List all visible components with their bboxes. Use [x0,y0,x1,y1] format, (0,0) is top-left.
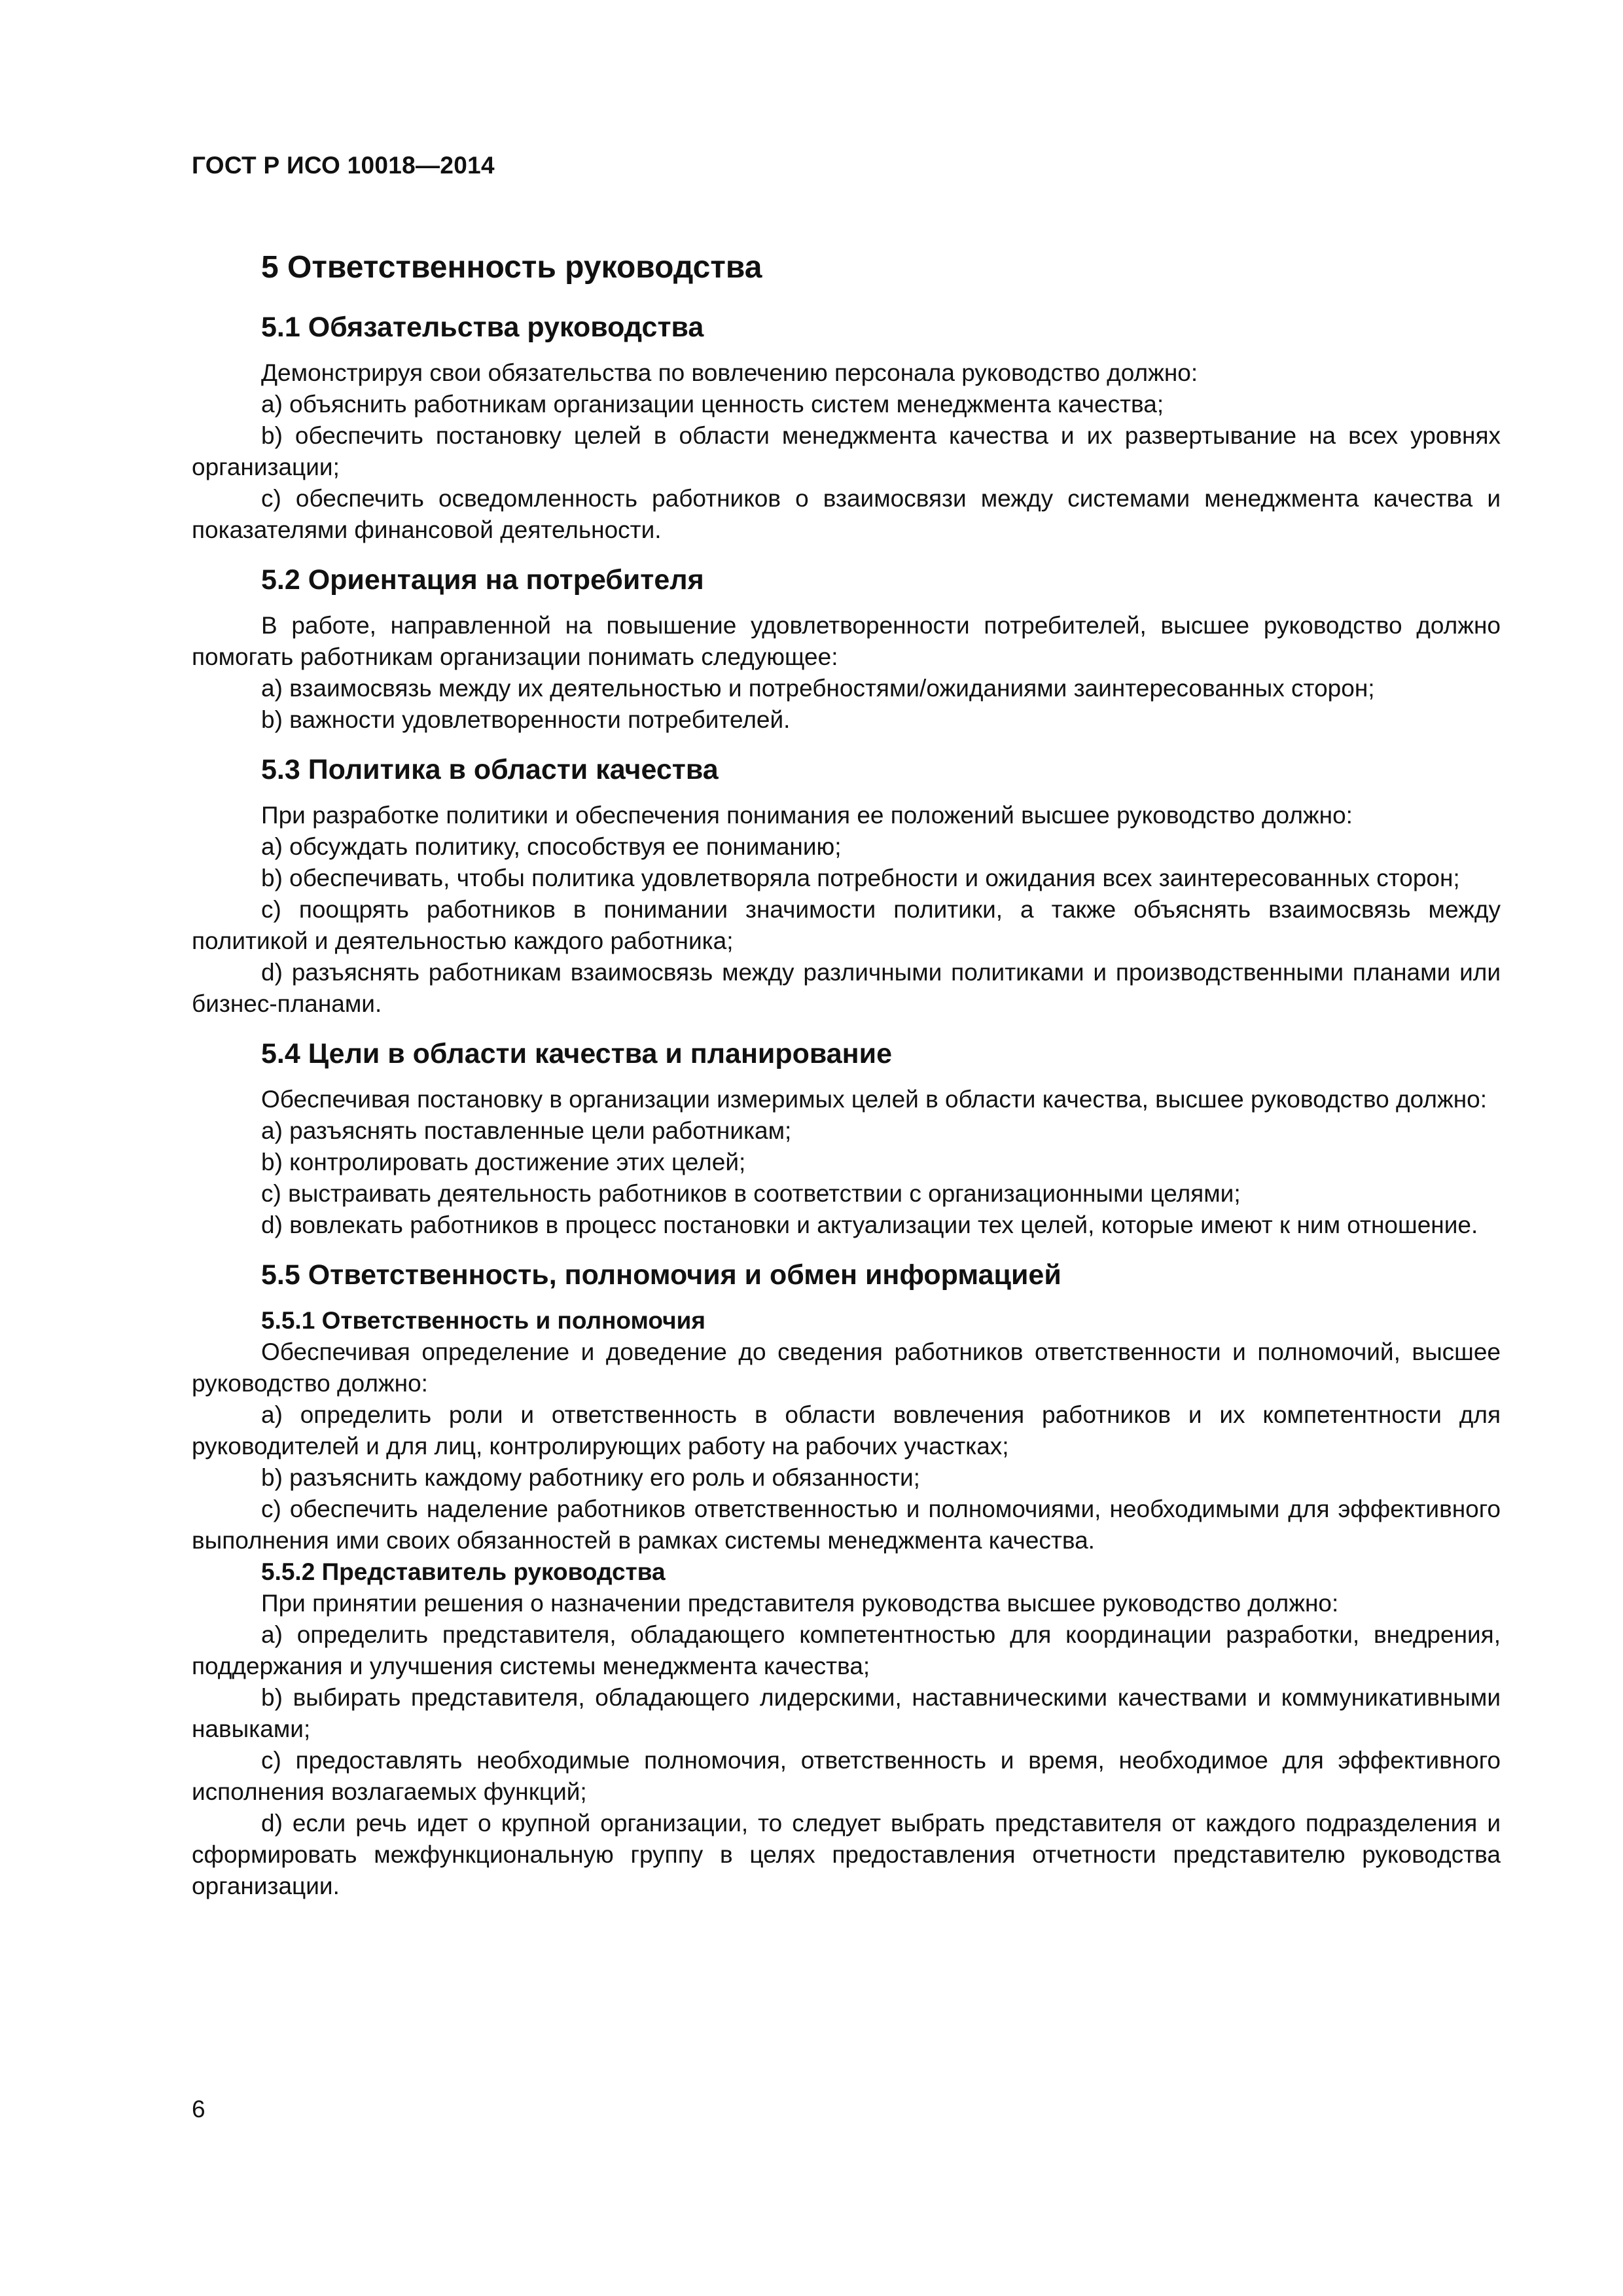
list-item: b) важности удовлетворенности потребителей. [261,706,791,733]
page-content [192,246,1501,1902]
subsection-title-5-5: 5.5 Ответственность, полномочия и обмен информацией [261,1259,1061,1291]
list-item: a) взаимосвязь между их деятельностью и потребностями/ожиданиями заинтересованных сторон; [261,675,1375,702]
section-title: 5 Ответственность руководства [261,250,762,285]
page-number: 6 [192,2096,205,2123]
list-item: b) выбирать представителя, обладающего лидерскими, наставническими качествами и коммуникативными навыками; [192,1684,1501,1742]
paragraph: Обеспечивая определение и доведение до сведения работников ответственности и полномочий, высшее руководство должно: [192,1338,1501,1397]
list-item: d) разъяснять работникам взаимосвязь между различными политиками и производственными планами или бизнес-планами. [192,959,1501,1017]
subsection-title-5-1: 5.1 Обязательства руководства [261,312,704,343]
list-item: c) обеспечить наделение работников ответственностью и полномочиями, необходимыми для эффективного выполнения ими своих обязанностей в рамках системы менеджмента качества. [192,1496,1501,1554]
list-item: a) обсуждать политику, способствуя ее пониманию; [261,833,842,860]
paragraph: Демонстрируя свои обязательства по вовлечению персонала руководство должно: [261,359,1198,386]
subsection-title-5-4: 5.4 Цели в области качества и планирование [261,1038,892,1069]
list-item: d) если речь идет о крупной организации, то следует выбрать представителя от каждого подразделения и сформировать межфункциональную группу в целях предоставления отчетности представителю руководства организации. [192,1810,1501,1899]
list-item: a) объяснить работникам организации ценность систем менеджмента качества; [261,391,1164,418]
list-item: b) обеспечивать, чтобы политика удовлетворяла потребности и ожидания всех заинтересованных сторон; [261,865,1460,891]
list-item: c) обеспечить осведомленность работников о взаимосвязи между системами менеджмента качества и показателями финансовой деятельности. [192,485,1501,543]
subsection-title-5-3: 5.3 Политика в области качества [261,754,719,785]
paragraph: При принятии решения о назначении представителя руководства высшее руководство должно: [261,1590,1339,1617]
list-item: d) вовлекать работников в процесс постановки и актуализации тех целей, которые имеют к ним отношение. [261,1211,1478,1238]
list-item: b) обеспечить постановку целей в области менеджмента качества и их развертывание на всех уровнях организации; [192,422,1501,480]
paragraph: При разработке политики и обеспечения понимания ее положений высшее руководство должно: [261,802,1353,829]
list-item: b) контролировать достижение этих целей; [261,1149,746,1175]
paragraph: В работе, направленной на повышение удовлетворенности потребителей, высшее руководство должно помогать работникам организации понимать следующее: [192,612,1501,670]
paragraph: Обеспечивая постановку в организации измеримых целей в области качества, высшее руководство должно: [261,1086,1487,1113]
list-item: b) разъяснить каждому работнику его роль и обязанности; [261,1464,920,1491]
list-item: a) определить представителя, обладающего компетентностью для координации разработки, внедрения, поддержания и улучшения системы менеджмента качества; [192,1621,1501,1679]
list-item: c) предоставлять необходимые полномочия, ответственность и время, необходимое для эффективного исполнения возлагаемых функций; [192,1747,1501,1805]
list-item: c) выстраивать деятельность работников в соответствии с организационными целями; [261,1180,1241,1207]
subsection-title-5-2: 5.2 Ориентация на потребителя [261,564,704,596]
document-code: ГОСТ Р ИСО 10018—2014 [192,152,495,179]
list-item: c) поощрять работников в понимании значимости политики, а также объяснять взаимосвязь между политикой и деятельностью каждого работника; [192,896,1501,954]
list-item: a) разъяснять поставленные цели работникам; [261,1117,792,1144]
list-item: a) определить роли и ответственность в области вовлечения работников и их компетентности для руководителей и для лиц, контролирующих работу на рабочих участках; [192,1401,1501,1460]
subsection-title-5-5-2: 5.5.2 Представитель руководства [261,1558,666,1585]
subsection-title-5-5-1: 5.5.1 Ответственность и полномочия [261,1307,705,1334]
